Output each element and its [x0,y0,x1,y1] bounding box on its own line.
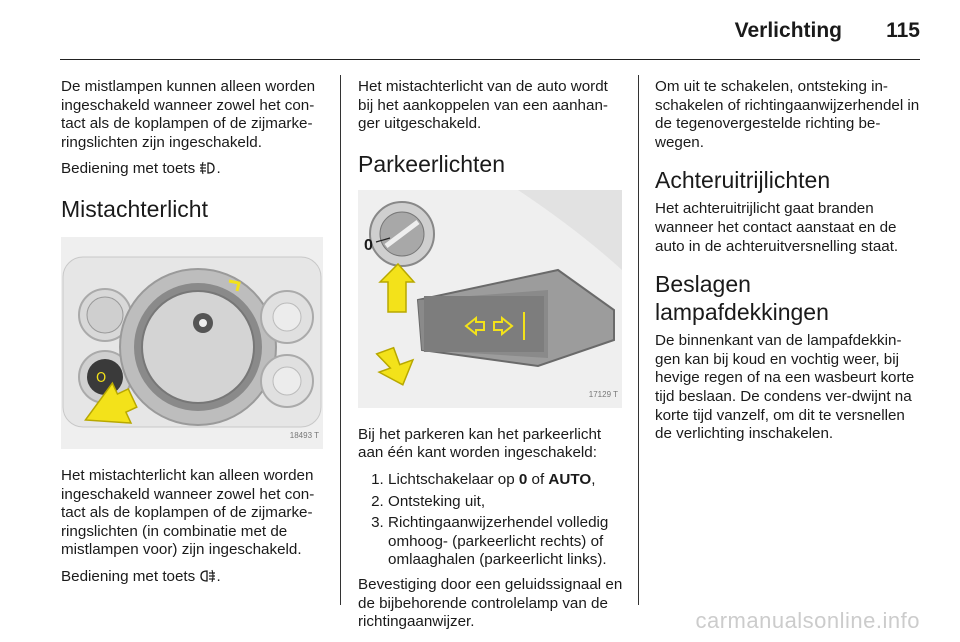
rear-fog-icon [199,569,216,583]
front-fog-icon [199,161,216,175]
svg-text:O: O [96,370,107,386]
heading-reversing-lights: Achteruitrijlichten [655,167,831,194]
list-item: 2. Ontsteking uit, [388,493,624,512]
column-divider-2 [638,75,639,605]
column-1 [61,78,327,595]
column-divider-1 [340,75,341,605]
column-2 [358,78,624,640]
parking-intro: Bij het parkeren kan het parkeerlicht aan één kant worden ingeschakeld: [358,425,602,462]
heading-rear-fog: Mistachterlicht [61,195,208,222]
header-rule [60,59,920,60]
rear-fog-operation: Bediening met toets . [61,567,221,585]
figure-code: 17129 T [588,390,618,400]
rear-fog-paragraph: Het mistachterlicht kan alleen worden ingeschakeld wanneer zowel het con-tact als de koplampen of de zijmarke-ringslichten (in combinatie met de mistlampen voor) zijn ingeschakeld. [61,466,315,559]
watermark: carmanualsonline.info [695,608,920,633]
page-header [0,0,960,60]
heading-parking-lights: Parkeerlichten [358,150,506,177]
section-title: Verlichting [734,19,842,42]
fogged-covers-paragraph: De binnenkant van de lampafdekkin-gen kan bij koud en vochtig weer, bij hevige regen of na een wasbeurt korte tijd beslaan. De condens ver-dwijnt na korte tijd vanzelf, om dit te versnellen de verlichting inschakelen. [655,332,915,443]
heading-fogged-covers: Beslagen lampafdekkingen [655,271,829,326]
list-item: 1. Lichtschakelaar op 0 of AUTO, [388,471,624,490]
page-number: 115 [886,19,920,42]
switch-off-paragraph: Om uit te schakelen, ontsteking in-schakelen of richtingaanwijzerhendel in de tegenovergestelde richting be-wegen. [655,78,920,151]
trailer-paragraph: Het mistachterlicht van de auto wordt bij het aankoppelen van een aanhan-ger uitgeschakeld. [358,78,608,133]
confirmation-paragraph: Bevestiging door een geluidssignaal en de bijbehorende controlelamp van de richtingaanwijzer. [358,575,623,631]
column-3 [655,78,921,452]
switch-position-label: 0 [364,236,373,254]
turn-signal-lever-illustration [358,190,622,408]
front-fog-operation: Bediening met toets . [61,160,221,178]
figure-code: 18493 T [289,431,319,441]
parking-steps [358,471,624,570]
light-switch-illustration [61,237,323,449]
list-item: 3. Richtingaanwijzerhendel volledig omhoog- (parkeerlicht rechts) of omlaaghalen (parkeerlicht links). [388,514,624,570]
fog-lamps-paragraph: De mistlampen kunnen alleen worden ingeschakeld wanneer zowel het con-tact als de koplampen of de zijmarke-ringslichten zijn ingeschakeld. [61,78,316,151]
reversing-paragraph: Het achteruitrijlicht gaat branden wanneer het contact aanstaat en de auto in de achteruitversnelling staat. [655,200,899,255]
